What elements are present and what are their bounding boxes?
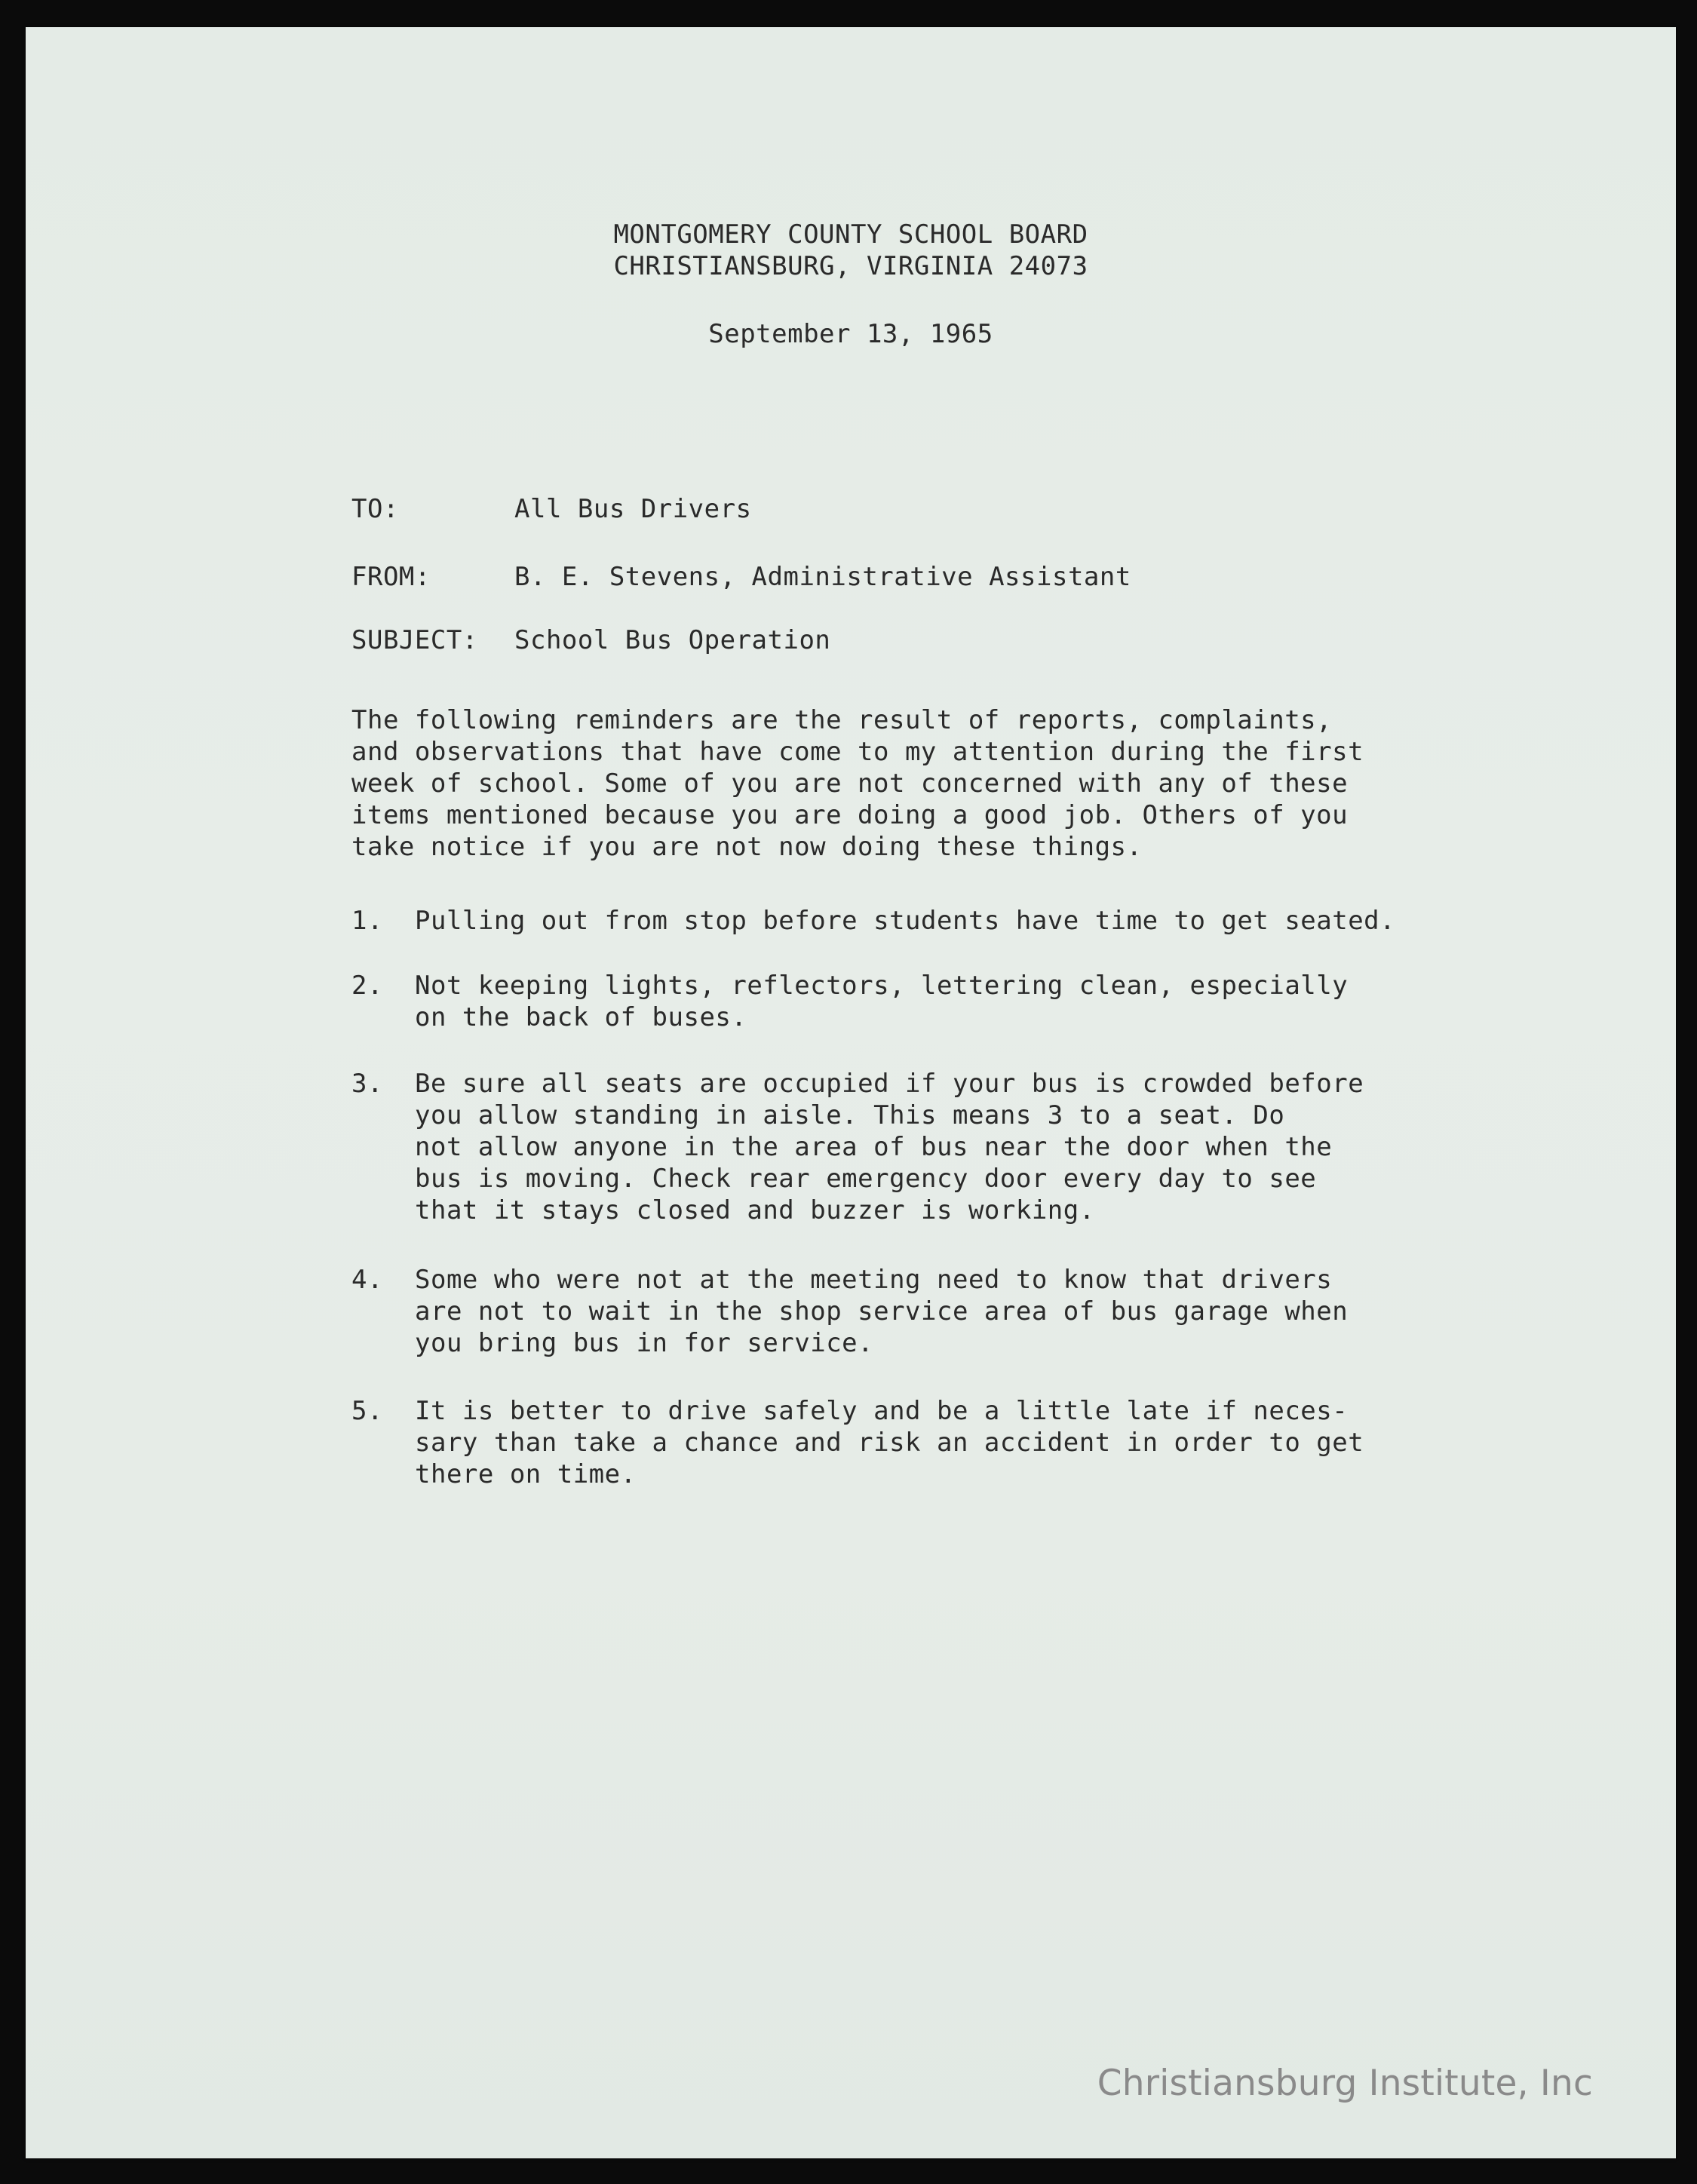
item-number: 3. <box>351 1069 383 1099</box>
item-line: Not keeping lights, reflectors, lettering clean, especially <box>415 971 1349 1001</box>
item-line: Be sure all seats are occupied if your bus is crowded before <box>415 1069 1364 1099</box>
intro-line: take notice if you are not now doing these things. <box>351 832 1143 862</box>
memo-from-value: B. E. Stevens, Administrative Assistant <box>514 562 1131 592</box>
intro-line: The following reminders are the result of reports, complaints, <box>351 705 1333 735</box>
item-line: It is better to drive safely and be a little late if neces- <box>415 1396 1349 1426</box>
letterhead-line-2: CHRISTIANSBURG, VIRGINIA 24073 <box>613 251 1088 281</box>
intro-line: week of school. Some of you are not concerned with any of these <box>351 768 1349 799</box>
item-number: 4. <box>351 1265 383 1295</box>
intro-line: and observations that have come to my attention during the first <box>351 737 1364 767</box>
item-text <box>415 1395 1364 1490</box>
item-line: there on time. <box>415 1459 637 1489</box>
item-line: Some who were not at the meeting need to know that drivers <box>415 1265 1333 1295</box>
item-line: you allow standing in aisle. This means 3 to a seat. Do <box>415 1100 1285 1130</box>
intro-paragraph <box>351 704 1528 863</box>
letterhead-line-1: MONTGOMERY COUNTY SCHOOL BOARD <box>613 219 1088 250</box>
memo-to-label: TO: <box>351 494 399 524</box>
item-text <box>415 1068 1364 1226</box>
memo-subject-label: SUBJECT: <box>351 625 478 655</box>
item-line: on the back of buses. <box>415 1002 747 1032</box>
memo-subject-value: School Bus Operation <box>514 625 831 655</box>
item-number: 2. <box>351 971 383 1001</box>
item-text <box>415 905 1395 937</box>
item-line: sary than take a chance and risk an accident in order to get <box>415 1428 1364 1458</box>
memo-from-label: FROM: <box>351 562 431 592</box>
item-line: not allow anyone in the area of bus near the door when the <box>415 1132 1333 1162</box>
item-line: bus is moving. Check rear emergency door every day to see <box>415 1164 1317 1194</box>
item-line: Pulling out from stop before students have time to get seated. <box>415 906 1396 936</box>
intro-line: items mentioned because you are doing a good job. Others of you <box>351 800 1349 830</box>
item-number: 1. <box>351 906 383 936</box>
memo-date: September 13, 1965 <box>708 319 993 349</box>
item-line: are not to wait in the shop service area of bus garage when <box>415 1296 1349 1327</box>
item-text <box>415 1264 1348 1359</box>
item-text <box>415 970 1348 1033</box>
archive-watermark: Christiansburg Institute, Inc <box>1097 2063 1593 2104</box>
item-line: that it stays closed and buzzer is working. <box>415 1195 1095 1225</box>
item-line: you bring bus in for service. <box>415 1328 874 1358</box>
item-number: 5. <box>351 1396 383 1426</box>
memo-to-value: All Bus Drivers <box>514 494 752 524</box>
letterhead <box>26 219 1676 282</box>
memo-page <box>26 27 1676 2158</box>
